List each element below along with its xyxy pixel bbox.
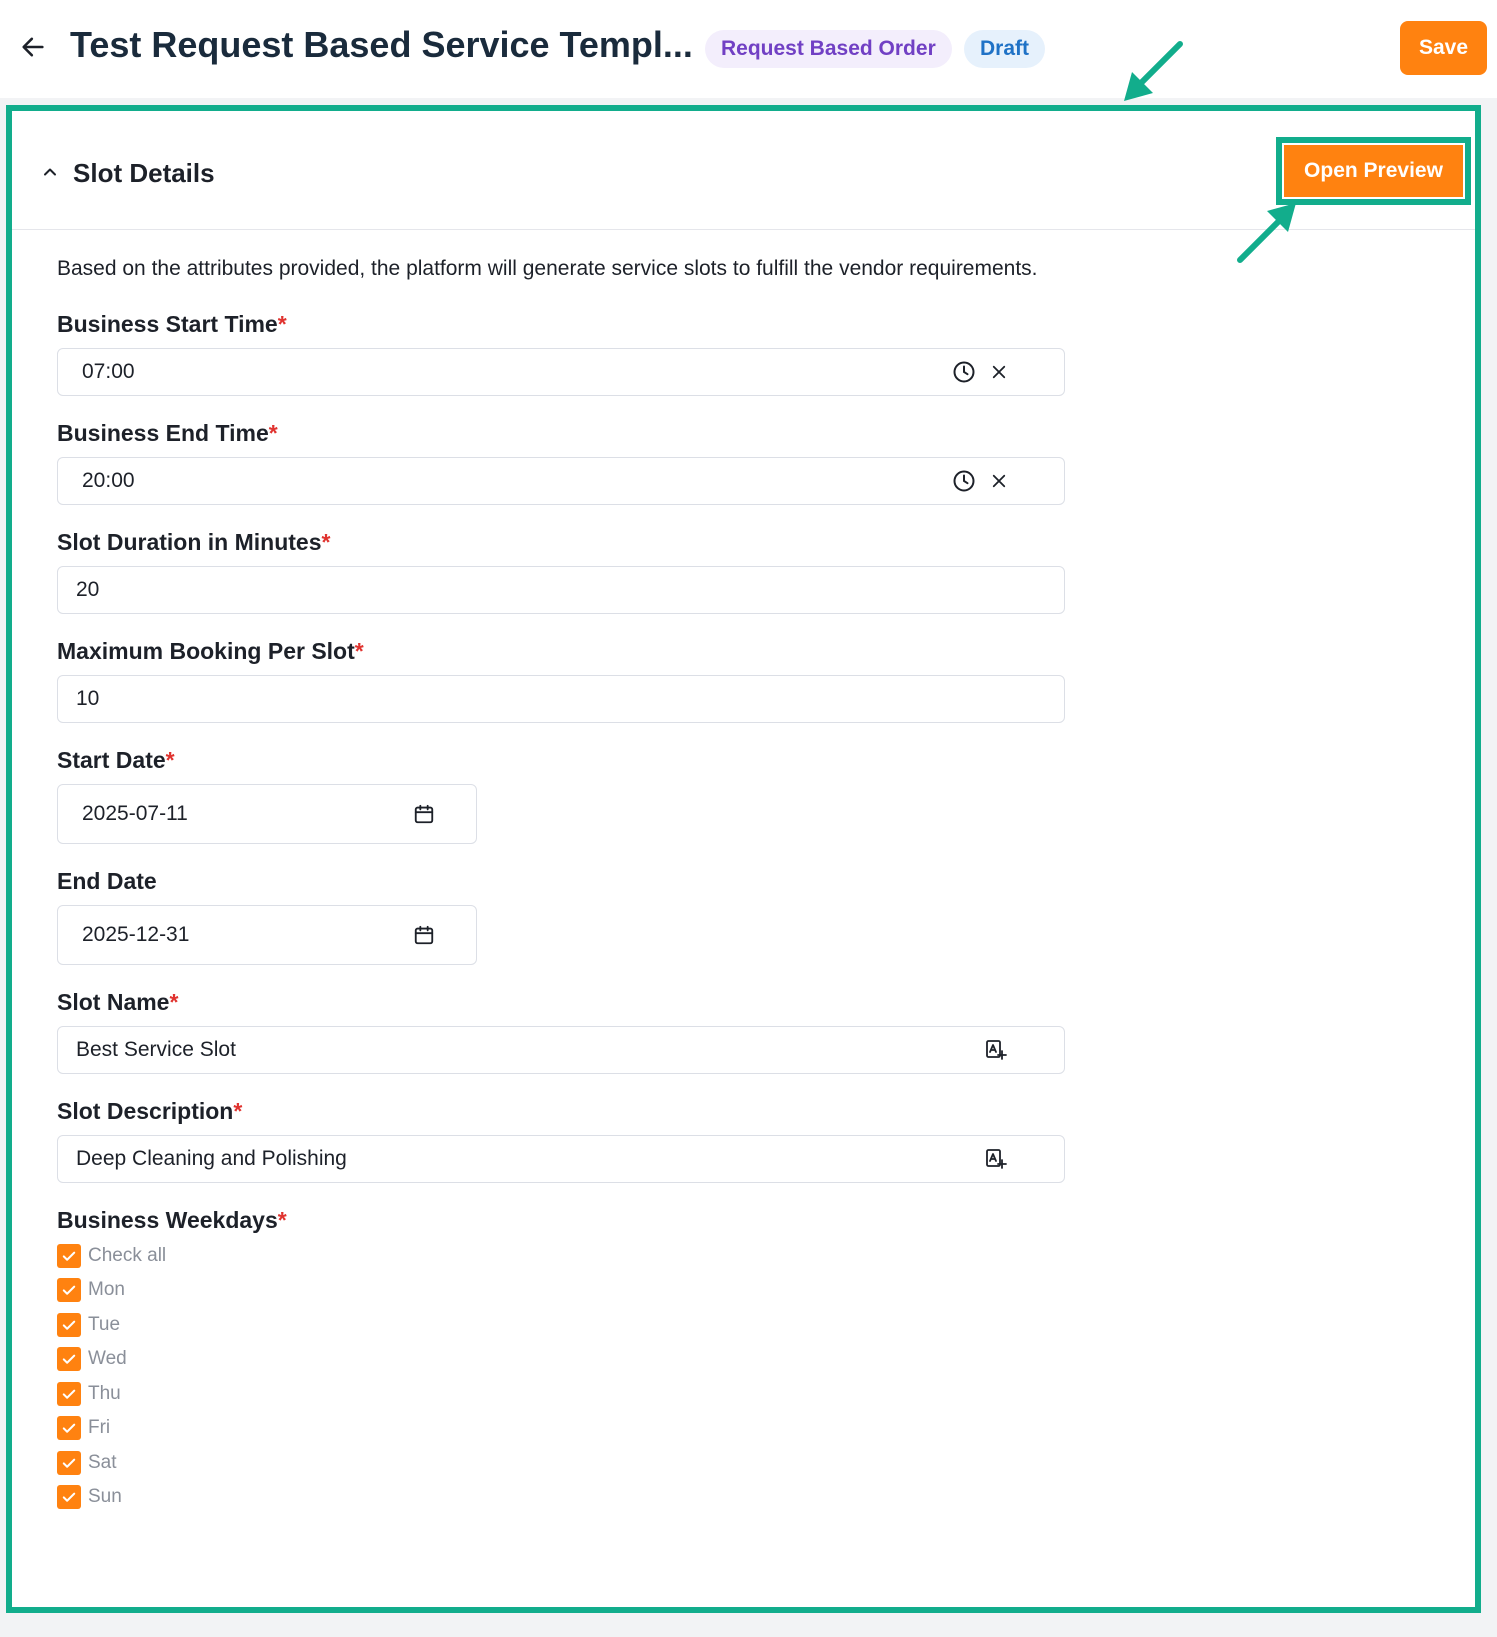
- field-value: 07:00: [82, 360, 135, 383]
- preview-highlight: [1276, 137, 1471, 205]
- business-start-time-label: [57, 311, 287, 338]
- required-mark: *: [165, 747, 175, 773]
- save-button[interactable]: Save: [1400, 21, 1487, 75]
- back-button[interactable]: [18, 32, 48, 62]
- order-type-badge: Request Based Order: [705, 30, 952, 68]
- slot-description-input[interactable]: [57, 1135, 1065, 1183]
- required-mark: *: [277, 311, 287, 337]
- calendar-icon[interactable]: [411, 922, 437, 948]
- business-end-time-label: [57, 420, 278, 447]
- label-text: Business End Time: [57, 420, 269, 446]
- weekday-sun[interactable]: [57, 1484, 122, 1510]
- end-date-picker[interactable]: [57, 905, 477, 965]
- clock-icon[interactable]: [951, 359, 977, 385]
- weekday-fri[interactable]: [57, 1415, 110, 1441]
- page-title: Test Request Based Service Templ...: [70, 24, 693, 65]
- checkbox-label: Wed: [88, 1348, 127, 1369]
- checkbox[interactable]: [57, 1485, 81, 1509]
- checkbox[interactable]: [57, 1244, 81, 1268]
- check-icon: [60, 1316, 78, 1334]
- slot-duration-label: [57, 529, 330, 556]
- check-icon: [60, 1385, 78, 1403]
- slot-duration-input[interactable]: [57, 566, 1065, 614]
- field-value: 2025-12-31: [82, 923, 190, 946]
- weekday-mon[interactable]: [57, 1277, 125, 1303]
- label-text: Slot Description: [57, 1098, 234, 1124]
- max-booking-input[interactable]: [57, 675, 1065, 723]
- check-icon: [60, 1488, 78, 1506]
- checkbox-label: Thu: [88, 1383, 121, 1404]
- check-icon: [60, 1454, 78, 1472]
- weekday-wed[interactable]: [57, 1346, 127, 1372]
- business-end-time-input[interactable]: [57, 457, 1065, 505]
- check-icon: [60, 1350, 78, 1368]
- close-icon[interactable]: [986, 359, 1012, 385]
- slot-name-label: [57, 989, 178, 1016]
- required-mark: *: [354, 638, 364, 664]
- weekday-tue[interactable]: [57, 1312, 120, 1338]
- max-booking-label: [57, 638, 364, 665]
- checkbox-label: Sun: [88, 1486, 122, 1507]
- checkbox[interactable]: [57, 1347, 81, 1371]
- label-text: Slot Duration in Minutes: [57, 529, 322, 555]
- required-mark: *: [169, 989, 179, 1015]
- field-value: 10: [76, 687, 100, 710]
- check-icon: [60, 1419, 78, 1437]
- start-date-label: [57, 747, 175, 774]
- weekday-thu[interactable]: [57, 1381, 121, 1407]
- label-text: Start Date: [57, 747, 166, 773]
- checkbox-label: Mon: [88, 1279, 125, 1300]
- weekday-sat[interactable]: [57, 1450, 117, 1476]
- arrow-left-icon: [19, 33, 47, 61]
- page-header: [0, 0, 1497, 98]
- chevron-up-icon[interactable]: [40, 162, 60, 182]
- check-icon: [60, 1247, 78, 1265]
- panel-title: Slot Details: [73, 158, 215, 188]
- close-icon[interactable]: [986, 468, 1012, 494]
- label-text: Slot Name: [57, 989, 170, 1015]
- label-text: Business Weekdays: [57, 1207, 278, 1233]
- required-mark: *: [233, 1098, 243, 1124]
- field-value: 2025-07-11: [82, 802, 188, 825]
- clock-icon[interactable]: [951, 468, 977, 494]
- business-weekdays-label: [57, 1207, 287, 1234]
- checkbox[interactable]: [57, 1416, 81, 1440]
- checkbox-label: Tue: [88, 1314, 121, 1335]
- panel-description: Based on the attributes provided, the platform will generate service slots to fulfill the vendor requirements.: [57, 257, 1038, 280]
- checkbox[interactable]: [57, 1451, 81, 1475]
- start-date-picker[interactable]: [57, 784, 477, 844]
- label-text: Business Start Time: [57, 311, 278, 337]
- open-preview-button[interactable]: Open Preview: [1284, 145, 1463, 197]
- business-start-time-input[interactable]: [57, 348, 1065, 396]
- required-mark: *: [277, 1207, 287, 1233]
- slot-name-input[interactable]: [57, 1026, 1065, 1074]
- field-value: Deep Cleaning and Polishing: [76, 1147, 347, 1170]
- check-icon: [60, 1281, 78, 1299]
- checkbox[interactable]: [57, 1313, 81, 1337]
- required-mark: *: [321, 529, 331, 555]
- checkbox[interactable]: [57, 1278, 81, 1302]
- calendar-icon[interactable]: [411, 801, 437, 827]
- status-badge: Draft: [964, 30, 1045, 68]
- end-date-label: End Date: [57, 868, 157, 894]
- checkbox-label: Fri: [88, 1417, 111, 1438]
- field-value: 20:00: [82, 469, 135, 492]
- field-value: 20: [76, 578, 100, 601]
- checkbox[interactable]: [57, 1382, 81, 1406]
- label-text: Maximum Booking Per Slot: [57, 638, 355, 664]
- slot-details-panel: [6, 105, 1481, 1613]
- checkbox-label: Check all: [88, 1245, 167, 1266]
- panel-header: [12, 111, 1475, 230]
- weekday-check-all[interactable]: [57, 1243, 166, 1269]
- translate-icon[interactable]: [983, 1146, 1009, 1172]
- checkbox-label: Sat: [88, 1452, 117, 1473]
- field-value: Best Service Slot: [76, 1038, 236, 1061]
- slot-description-label: [57, 1098, 242, 1125]
- required-mark: *: [268, 420, 278, 446]
- translate-icon[interactable]: [983, 1037, 1009, 1063]
